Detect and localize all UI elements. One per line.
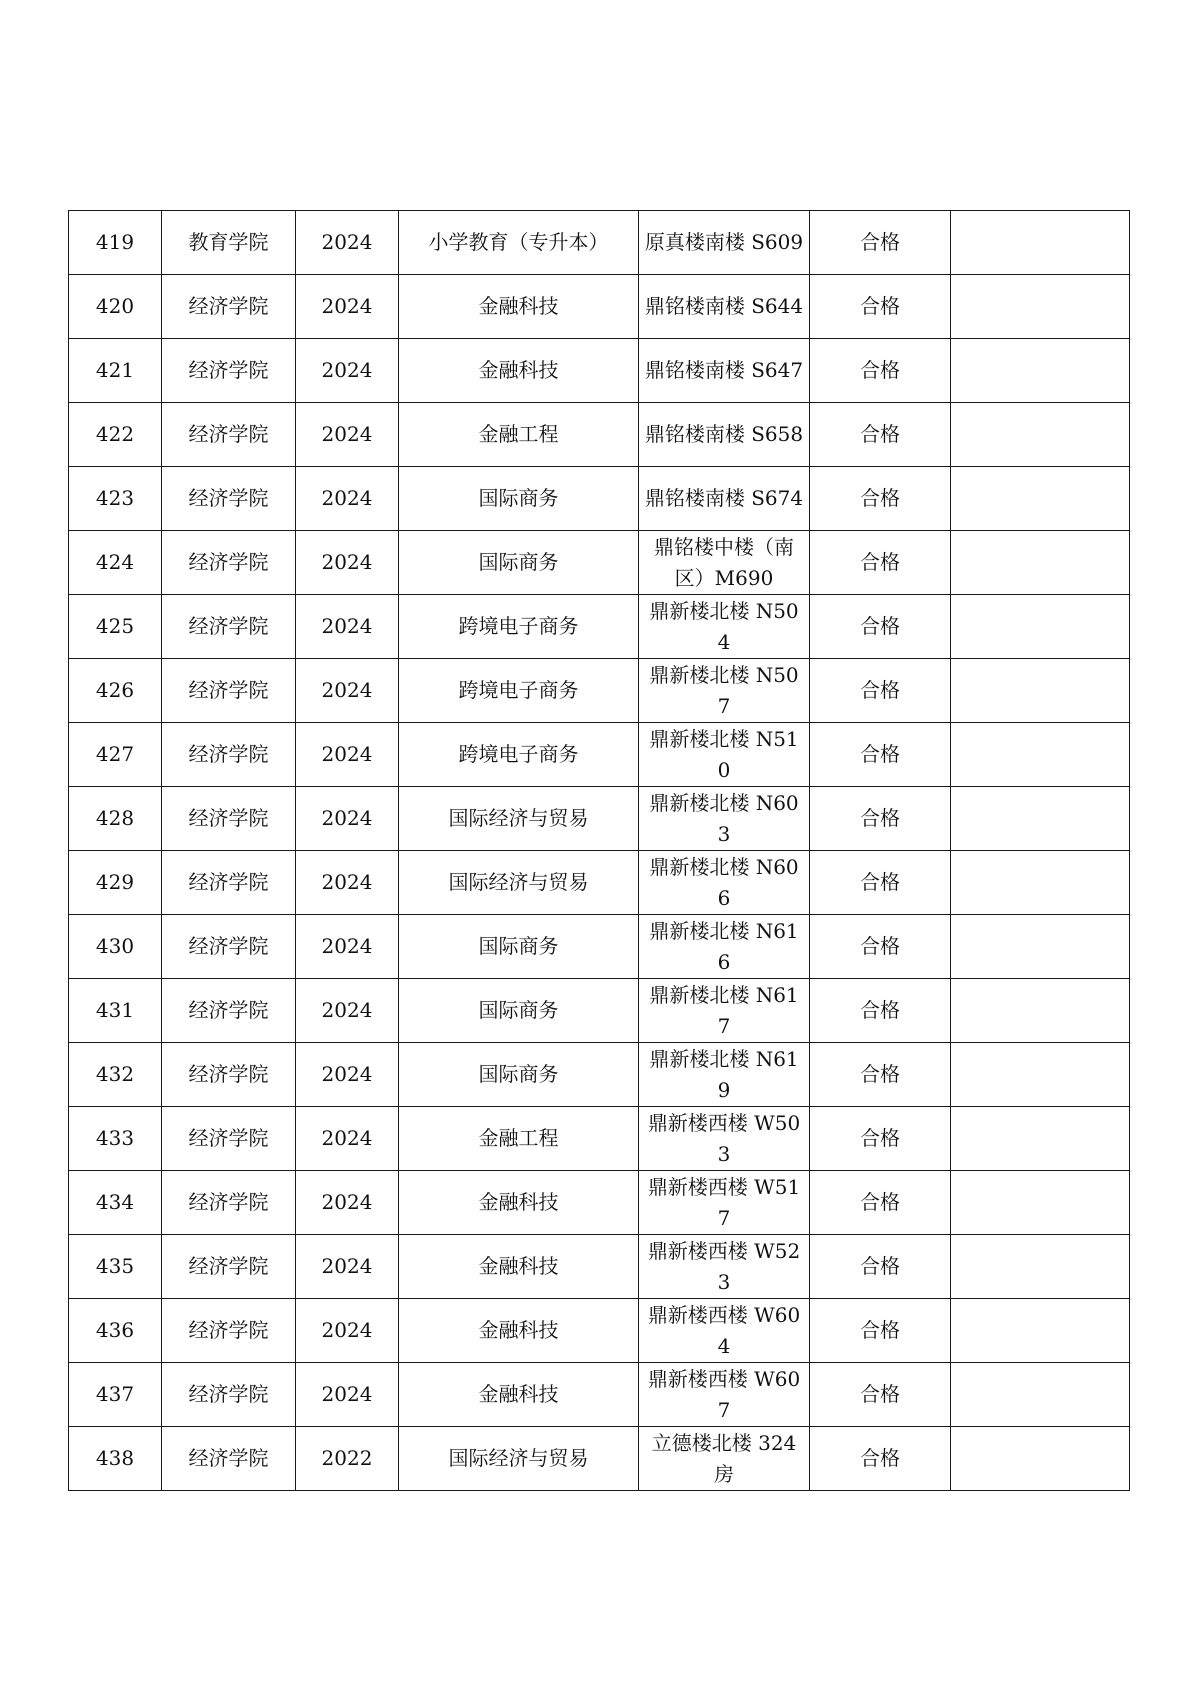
dorm-room-cell: 鼎新楼北楼 N504 bbox=[639, 595, 810, 659]
remarks-cell bbox=[951, 1235, 1130, 1299]
college-cell: 经济学院 bbox=[162, 1363, 296, 1427]
serial-number-cell: 419 bbox=[69, 211, 162, 275]
serial-number-cell: 423 bbox=[69, 467, 162, 531]
inspection-result-cell: 合格 bbox=[810, 403, 951, 467]
college-cell: 经济学院 bbox=[162, 787, 296, 851]
table-row bbox=[69, 339, 1130, 403]
remarks-cell bbox=[951, 531, 1130, 595]
grade-year-cell: 2024 bbox=[296, 531, 399, 595]
grade-year-cell: 2024 bbox=[296, 1363, 399, 1427]
grade-year-cell: 2024 bbox=[296, 275, 399, 339]
college-cell: 经济学院 bbox=[162, 979, 296, 1043]
serial-number-cell: 433 bbox=[69, 1107, 162, 1171]
dorm-room-cell: 立德楼北楼 324 房 bbox=[639, 1427, 810, 1491]
major-cell: 金融工程 bbox=[399, 403, 639, 467]
dorm-room-cell: 鼎新楼西楼 W523 bbox=[639, 1235, 810, 1299]
serial-number-cell: 436 bbox=[69, 1299, 162, 1363]
college-cell: 经济学院 bbox=[162, 403, 296, 467]
major-cell: 跨境电子商务 bbox=[399, 723, 639, 787]
major-cell: 跨境电子商务 bbox=[399, 595, 639, 659]
remarks-cell bbox=[951, 915, 1130, 979]
dorm-room-cell: 鼎新楼北楼 N617 bbox=[639, 979, 810, 1043]
major-cell: 跨境电子商务 bbox=[399, 659, 639, 723]
table-row bbox=[69, 1107, 1130, 1171]
major-cell: 小学教育（专升本） bbox=[399, 211, 639, 275]
table-row bbox=[69, 723, 1130, 787]
dorm-room-cell: 鼎新楼北楼 N603 bbox=[639, 787, 810, 851]
remarks-cell bbox=[951, 1363, 1130, 1427]
serial-number-cell: 430 bbox=[69, 915, 162, 979]
college-cell: 经济学院 bbox=[162, 1043, 296, 1107]
table-row bbox=[69, 1363, 1130, 1427]
inspection-result-cell: 合格 bbox=[810, 275, 951, 339]
serial-number-cell: 431 bbox=[69, 979, 162, 1043]
inspection-result-cell: 合格 bbox=[810, 1107, 951, 1171]
grade-year-cell: 2024 bbox=[296, 979, 399, 1043]
dorm-room-cell: 鼎铭楼南楼 S674 bbox=[639, 467, 810, 531]
remarks-cell bbox=[951, 595, 1130, 659]
major-cell: 金融科技 bbox=[399, 339, 639, 403]
inspection-result-cell: 合格 bbox=[810, 1171, 951, 1235]
college-cell: 经济学院 bbox=[162, 1107, 296, 1171]
major-cell: 金融科技 bbox=[399, 1171, 639, 1235]
inspection-result-cell: 合格 bbox=[810, 851, 951, 915]
serial-number-cell: 427 bbox=[69, 723, 162, 787]
remarks-cell bbox=[951, 1107, 1130, 1171]
inspection-result-cell: 合格 bbox=[810, 979, 951, 1043]
major-cell: 国际经济与贸易 bbox=[399, 787, 639, 851]
remarks-cell bbox=[951, 339, 1130, 403]
major-cell: 国际商务 bbox=[399, 979, 639, 1043]
major-cell: 金融工程 bbox=[399, 1107, 639, 1171]
table-row bbox=[69, 1171, 1130, 1235]
remarks-cell bbox=[951, 275, 1130, 339]
remarks-cell bbox=[951, 1043, 1130, 1107]
table-row bbox=[69, 467, 1130, 531]
grade-year-cell: 2024 bbox=[296, 787, 399, 851]
inspection-result-cell: 合格 bbox=[810, 915, 951, 979]
grade-year-cell: 2024 bbox=[296, 339, 399, 403]
table-row bbox=[69, 595, 1130, 659]
serial-number-cell: 426 bbox=[69, 659, 162, 723]
remarks-cell bbox=[951, 659, 1130, 723]
serial-number-cell: 437 bbox=[69, 1363, 162, 1427]
remarks-cell bbox=[951, 467, 1130, 531]
dorm-room-cell: 鼎新楼西楼 W503 bbox=[639, 1107, 810, 1171]
serial-number-cell: 421 bbox=[69, 339, 162, 403]
inspection-result-cell: 合格 bbox=[810, 211, 951, 275]
college-cell: 经济学院 bbox=[162, 531, 296, 595]
dorm-room-cell: 鼎新楼西楼 W517 bbox=[639, 1171, 810, 1235]
grade-year-cell: 2022 bbox=[296, 1427, 399, 1491]
table-row bbox=[69, 1235, 1130, 1299]
grade-year-cell: 2024 bbox=[296, 659, 399, 723]
grade-year-cell: 2024 bbox=[296, 1043, 399, 1107]
inspection-result-cell: 合格 bbox=[810, 659, 951, 723]
college-cell: 经济学院 bbox=[162, 275, 296, 339]
inspection-result-cell: 合格 bbox=[810, 1299, 951, 1363]
serial-number-cell: 435 bbox=[69, 1235, 162, 1299]
college-cell: 经济学院 bbox=[162, 339, 296, 403]
major-cell: 金融科技 bbox=[399, 1363, 639, 1427]
major-cell: 国际商务 bbox=[399, 467, 639, 531]
inspection-result-cell: 合格 bbox=[810, 1363, 951, 1427]
serial-number-cell: 422 bbox=[69, 403, 162, 467]
college-cell: 经济学院 bbox=[162, 1299, 296, 1363]
dorm-room-cell: 鼎铭楼南楼 S644 bbox=[639, 275, 810, 339]
dorm-room-cell: 鼎新楼北楼 N619 bbox=[639, 1043, 810, 1107]
college-cell: 经济学院 bbox=[162, 851, 296, 915]
table-row bbox=[69, 1299, 1130, 1363]
inspection-result-cell: 合格 bbox=[810, 467, 951, 531]
dorm-room-cell: 鼎新楼西楼 W604 bbox=[639, 1299, 810, 1363]
serial-number-cell: 432 bbox=[69, 1043, 162, 1107]
table-row bbox=[69, 787, 1130, 851]
major-cell: 国际商务 bbox=[399, 915, 639, 979]
serial-number-cell: 429 bbox=[69, 851, 162, 915]
remarks-cell bbox=[951, 979, 1130, 1043]
grade-year-cell: 2024 bbox=[296, 1171, 399, 1235]
remarks-cell bbox=[951, 1427, 1130, 1491]
grade-year-cell: 2024 bbox=[296, 723, 399, 787]
dorm-room-cell: 鼎新楼北楼 N507 bbox=[639, 659, 810, 723]
grade-year-cell: 2024 bbox=[296, 467, 399, 531]
college-cell: 经济学院 bbox=[162, 723, 296, 787]
college-cell: 经济学院 bbox=[162, 659, 296, 723]
table-row bbox=[69, 1043, 1130, 1107]
major-cell: 国际商务 bbox=[399, 1043, 639, 1107]
table-row bbox=[69, 851, 1130, 915]
remarks-cell bbox=[951, 211, 1130, 275]
remarks-cell bbox=[951, 403, 1130, 467]
grade-year-cell: 2024 bbox=[296, 915, 399, 979]
major-cell: 国际商务 bbox=[399, 531, 639, 595]
remarks-cell bbox=[951, 723, 1130, 787]
inspection-result-cell: 合格 bbox=[810, 531, 951, 595]
major-cell: 国际经济与贸易 bbox=[399, 851, 639, 915]
grade-year-cell: 2024 bbox=[296, 851, 399, 915]
serial-number-cell: 425 bbox=[69, 595, 162, 659]
major-cell: 金融科技 bbox=[399, 1235, 639, 1299]
table-row bbox=[69, 915, 1130, 979]
grade-year-cell: 2024 bbox=[296, 1107, 399, 1171]
college-cell: 经济学院 bbox=[162, 467, 296, 531]
dorm-room-cell: 鼎铭楼南楼 S647 bbox=[639, 339, 810, 403]
major-cell: 国际经济与贸易 bbox=[399, 1427, 639, 1491]
grade-year-cell: 2024 bbox=[296, 595, 399, 659]
serial-number-cell: 434 bbox=[69, 1171, 162, 1235]
dorm-room-cell: 鼎新楼北楼 N606 bbox=[639, 851, 810, 915]
inspection-result-cell: 合格 bbox=[810, 1043, 951, 1107]
inspection-result-cell: 合格 bbox=[810, 339, 951, 403]
dorm-room-cell: 鼎新楼西楼 W607 bbox=[639, 1363, 810, 1427]
grade-year-cell: 2024 bbox=[296, 1235, 399, 1299]
college-cell: 教育学院 bbox=[162, 211, 296, 275]
college-cell: 经济学院 bbox=[162, 915, 296, 979]
remarks-cell bbox=[951, 1171, 1130, 1235]
grade-year-cell: 2024 bbox=[296, 403, 399, 467]
college-cell: 经济学院 bbox=[162, 595, 296, 659]
table-row bbox=[69, 1427, 1130, 1491]
table-row bbox=[69, 211, 1130, 275]
major-cell: 金融科技 bbox=[399, 1299, 639, 1363]
table-body bbox=[69, 211, 1130, 1491]
dorm-room-cell: 鼎新楼北楼 N510 bbox=[639, 723, 810, 787]
college-cell: 经济学院 bbox=[162, 1235, 296, 1299]
dorm-room-cell: 鼎新楼北楼 N616 bbox=[639, 915, 810, 979]
dormitory-inspection-table bbox=[68, 210, 1130, 1491]
table-row bbox=[69, 275, 1130, 339]
grade-year-cell: 2024 bbox=[296, 1299, 399, 1363]
remarks-cell bbox=[951, 787, 1130, 851]
inspection-result-cell: 合格 bbox=[810, 1235, 951, 1299]
inspection-result-cell: 合格 bbox=[810, 787, 951, 851]
grade-year-cell: 2024 bbox=[296, 211, 399, 275]
dorm-room-cell: 原真楼南楼 S609 bbox=[639, 211, 810, 275]
serial-number-cell: 424 bbox=[69, 531, 162, 595]
inspection-result-cell: 合格 bbox=[810, 723, 951, 787]
inspection-result-cell: 合格 bbox=[810, 1427, 951, 1491]
inspection-result-cell: 合格 bbox=[810, 595, 951, 659]
serial-number-cell: 420 bbox=[69, 275, 162, 339]
table-row bbox=[69, 403, 1130, 467]
table-row bbox=[69, 531, 1130, 595]
college-cell: 经济学院 bbox=[162, 1427, 296, 1491]
remarks-cell bbox=[951, 851, 1130, 915]
serial-number-cell: 438 bbox=[69, 1427, 162, 1491]
table-row bbox=[69, 659, 1130, 723]
dorm-room-cell: 鼎铭楼中楼（南区）M690 bbox=[639, 531, 810, 595]
serial-number-cell: 428 bbox=[69, 787, 162, 851]
college-cell: 经济学院 bbox=[162, 1171, 296, 1235]
remarks-cell bbox=[951, 1299, 1130, 1363]
major-cell: 金融科技 bbox=[399, 275, 639, 339]
table-row bbox=[69, 979, 1130, 1043]
dorm-room-cell: 鼎铭楼南楼 S658 bbox=[639, 403, 810, 467]
